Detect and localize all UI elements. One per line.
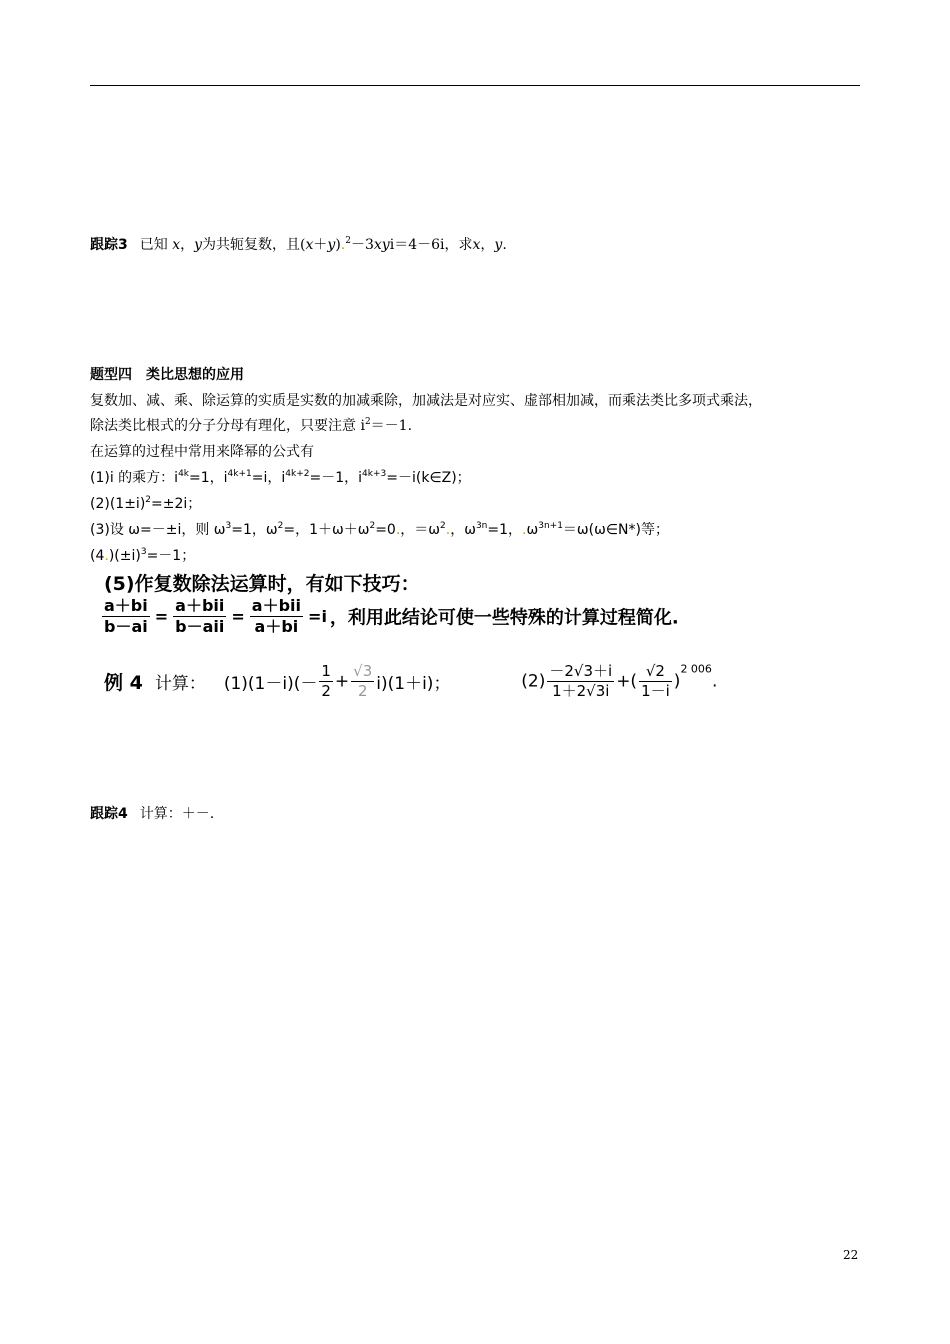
exponent: 4k+1 — [227, 469, 252, 479]
f4-text: =－1； — [146, 548, 196, 564]
fraction — [173, 596, 226, 637]
exponent: 2 006 — [680, 662, 712, 676]
marker-dot: . — [340, 237, 346, 253]
denominator: a＋bi — [254, 617, 299, 636]
var-y: y — [494, 237, 503, 253]
track3-text: 为共轭复数，且( — [202, 237, 306, 253]
f3-text: ，ω — [450, 522, 476, 538]
formula-1 — [90, 467, 471, 487]
exponent: 2 — [345, 236, 351, 246]
fraction — [639, 662, 672, 701]
formula-2 — [90, 493, 201, 513]
f1-text: =－i(k∈Z)； — [386, 470, 471, 486]
section4-para1: 复数加、减、乘、除运算的实质是实数的加减乘除，加减法是对应实、虚部相加减，而乘法类比多项式乘法， — [90, 393, 762, 409]
denominator: 2 — [321, 682, 331, 700]
exponent: 2 — [277, 521, 284, 531]
formula-3 — [90, 519, 669, 539]
f3-text: ＝ω(ω∈N*)等； — [562, 522, 669, 538]
f3-text: ，＝ω — [400, 522, 441, 538]
track3-text: 已知 — [139, 237, 168, 253]
section4-para2 — [90, 415, 412, 435]
f1-text: =i，i — [251, 470, 286, 486]
example4-part2: (2) — [521, 671, 546, 692]
fraction — [102, 596, 150, 637]
exponent: 4k+2 — [285, 469, 310, 479]
page-number: 22 — [843, 1248, 859, 1262]
numerator: a＋bii — [251, 596, 302, 615]
plus: +( — [616, 671, 638, 692]
paren: ) — [335, 237, 341, 253]
example4-line — [104, 662, 717, 701]
exponent: 2 — [364, 417, 371, 427]
var-y: y — [327, 237, 336, 253]
period: . — [711, 671, 718, 692]
header-rule — [90, 85, 860, 86]
period: . — [502, 237, 507, 253]
denominator: 2 — [357, 682, 368, 700]
example4-label: 例 4 — [104, 672, 143, 694]
fraction — [250, 596, 303, 637]
exponent: 3n+1 — [538, 521, 563, 531]
track3-text: －3 — [350, 237, 374, 253]
fraction — [319, 662, 333, 701]
f4-text: )(±i) — [108, 548, 141, 564]
var-y: y — [194, 237, 203, 253]
var-x: x — [172, 237, 181, 253]
f4-text: (4 — [90, 548, 105, 564]
exponent: 2 — [145, 495, 152, 505]
exponent: 4k+3 — [362, 469, 387, 479]
var-x: x — [472, 237, 481, 253]
formula-4 — [90, 545, 195, 565]
f2-text: (2)(1±i) — [90, 496, 146, 512]
numerator: √3 — [353, 662, 373, 680]
para2-text: ＝－1. — [370, 418, 413, 434]
f1-text: =1，i — [189, 470, 228, 486]
denominator: b－aii — [175, 617, 225, 636]
equals: = — [154, 607, 169, 626]
marker-dot: . — [395, 522, 401, 538]
track3-text: i＝4－6i，求 — [389, 237, 473, 253]
exponent: 3 — [225, 521, 232, 531]
f1-text: (1)i 的乘方：i — [90, 470, 179, 486]
plus: + — [334, 671, 350, 692]
f3-text: =0 — [375, 522, 396, 538]
exponent: 4k — [178, 469, 190, 479]
marker-dot: . — [445, 522, 451, 538]
example4-part1: (1)(1－i)(－ — [223, 674, 318, 694]
f3-text: =1，ω — [231, 522, 278, 538]
numerator: －2√3＋i — [549, 662, 613, 680]
section4-para3: 在运算的过程中常用来降幂的公式有 — [90, 444, 314, 460]
f2-text: =±2i； — [151, 496, 202, 512]
f3-text: =1， — [487, 522, 523, 538]
comma: ， — [180, 237, 195, 253]
track4-label: 跟踪4 — [90, 806, 128, 822]
fraction — [351, 662, 374, 701]
equals: = — [231, 607, 245, 626]
fraction — [547, 662, 614, 701]
paren: ) — [673, 671, 681, 692]
track4-line — [90, 803, 214, 823]
numerator: 1 — [321, 662, 331, 680]
section4-title: 题型四 类比思想的应用 — [90, 367, 244, 383]
denominator: 1－i — [641, 682, 670, 700]
example4-part1: i)(1＋i)； — [376, 674, 451, 694]
example4-text: 计算： — [154, 674, 206, 694]
numerator: √2 — [639, 662, 672, 682]
track4-text: 计算：＋－. — [139, 806, 215, 822]
denominator: b－ai — [104, 617, 148, 636]
var-x: x — [305, 237, 314, 253]
f3-text: =，1＋ω＋ω — [283, 522, 370, 538]
equals: =i — [308, 607, 327, 626]
exponent: 3n — [475, 521, 488, 531]
var-xy: xy — [373, 237, 390, 253]
formula-5-chain — [100, 596, 679, 637]
marker-dot: . — [522, 522, 527, 538]
exponent: 2 — [369, 521, 376, 531]
f3-text: (3)设 ω=－±i，则 ω — [90, 522, 226, 538]
exponent: 3 — [140, 547, 147, 557]
f1-text: =－1，i — [309, 470, 363, 486]
formula-5-title: (5)作复数除法运算时，有如下技巧： — [104, 573, 420, 595]
formula-5-tail: ，利用此结论可使一些特殊的计算过程简化. — [329, 607, 679, 629]
numerator: a＋bi — [104, 596, 148, 615]
f3-text: ω — [526, 522, 539, 538]
marker-dot: . — [104, 548, 109, 564]
denominator: 1＋2√3i — [552, 682, 610, 700]
track3-line — [90, 234, 507, 254]
comma: ， — [480, 237, 495, 253]
plus: ＋ — [313, 237, 328, 253]
track3-label: 跟踪3 — [90, 237, 128, 253]
para2-text: 除法类比根式的分子分母有理化，只要注意 i — [90, 418, 365, 434]
numerator: a＋bii — [175, 596, 225, 615]
exponent: 2 — [440, 521, 446, 531]
